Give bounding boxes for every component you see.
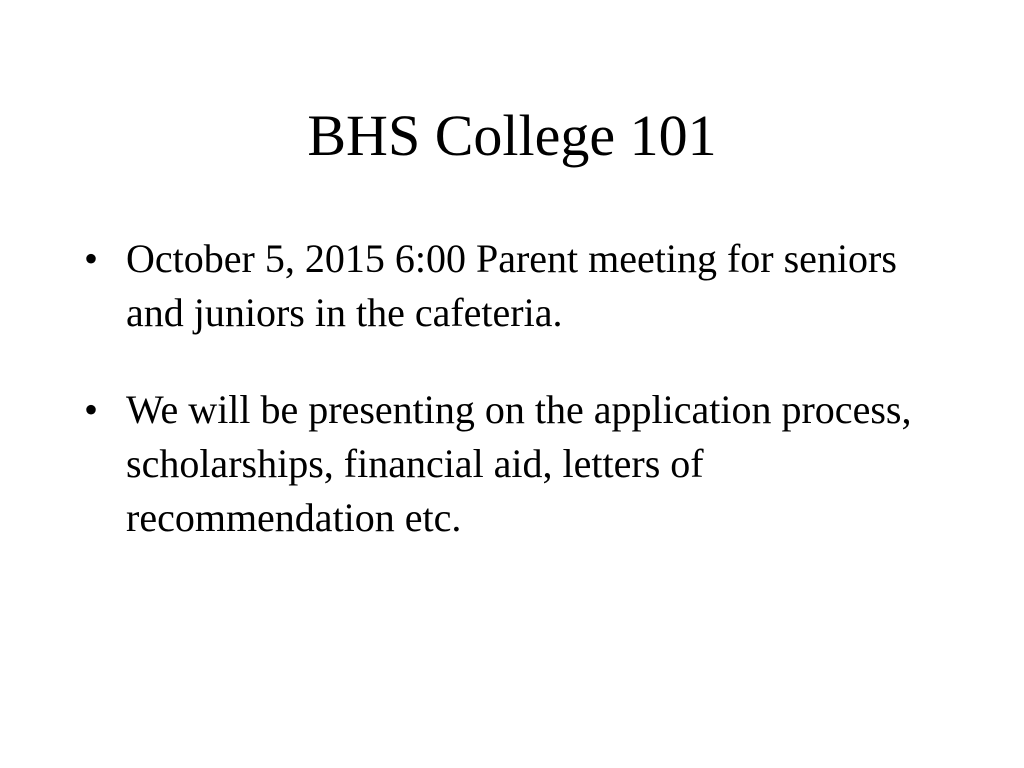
bullet-text: We will be presenting on the application process, scholarships, financial aid, letters of recommendation etc. (126, 387, 912, 540)
slide-title: BHS College 101 (307, 103, 717, 168)
bullet-item-meeting (84, 232, 924, 340)
bullet-dot-icon: • (84, 387, 99, 432)
bullet-item-topics (84, 383, 924, 545)
bullet-dot-icon: • (84, 236, 99, 281)
bullet-text: October 5, 2015 6:00 Parent meeting for seniors and juniors in the cafeteria. (126, 236, 897, 335)
bullet-list (84, 232, 924, 588)
